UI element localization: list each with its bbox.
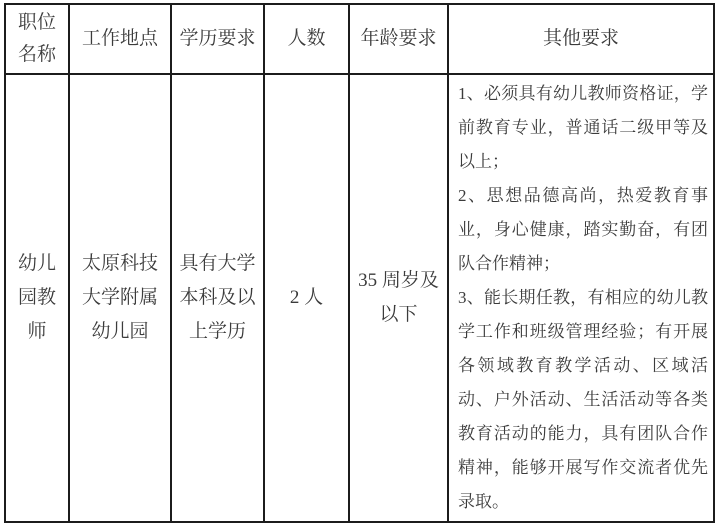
- table-row: [5, 74, 714, 522]
- cell-work-location: 太原科技大学附属幼儿园: [69, 74, 171, 522]
- job-requirements-table: [4, 3, 715, 523]
- header-education-requirement: 学历要求: [171, 4, 264, 74]
- cell-other-requirements: [448, 74, 714, 522]
- recruitment-notice-page: [4, 3, 713, 511]
- header-work-location: 工作地点: [69, 4, 171, 74]
- requirement-item-2: 2、思想品德高尚，热爱教育事业，身心健康，踏实勤奋，有团队合作精神；: [458, 186, 708, 273]
- cell-headcount: 2 人: [264, 74, 349, 522]
- header-headcount: 人数: [264, 4, 349, 74]
- table-header-row: [5, 4, 714, 74]
- requirement-item-1: 1、必须具有幼儿教师资格证，学前教育专业，普通话二级甲等及以上；: [458, 84, 708, 171]
- requirement-item-3: 3、能长期任教，有相应的幼儿教学工作和班级管理经验；有开展各领域教育教学活动、区域活动、户外活动、生活活动等各类教育活动的能力，具有团队合作精神，能够开展写作交流者优先录取。: [458, 288, 708, 511]
- cell-age-requirement: 35 周岁及以下: [349, 74, 448, 522]
- header-other-requirements: 其他要求: [448, 4, 714, 74]
- cell-position-name: 幼儿园教师: [5, 74, 69, 522]
- cell-education-requirement: 具有大学本科及以上学历: [171, 74, 264, 522]
- header-age-requirement: 年龄要求: [349, 4, 448, 74]
- header-position-name: 职位名称: [5, 4, 69, 74]
